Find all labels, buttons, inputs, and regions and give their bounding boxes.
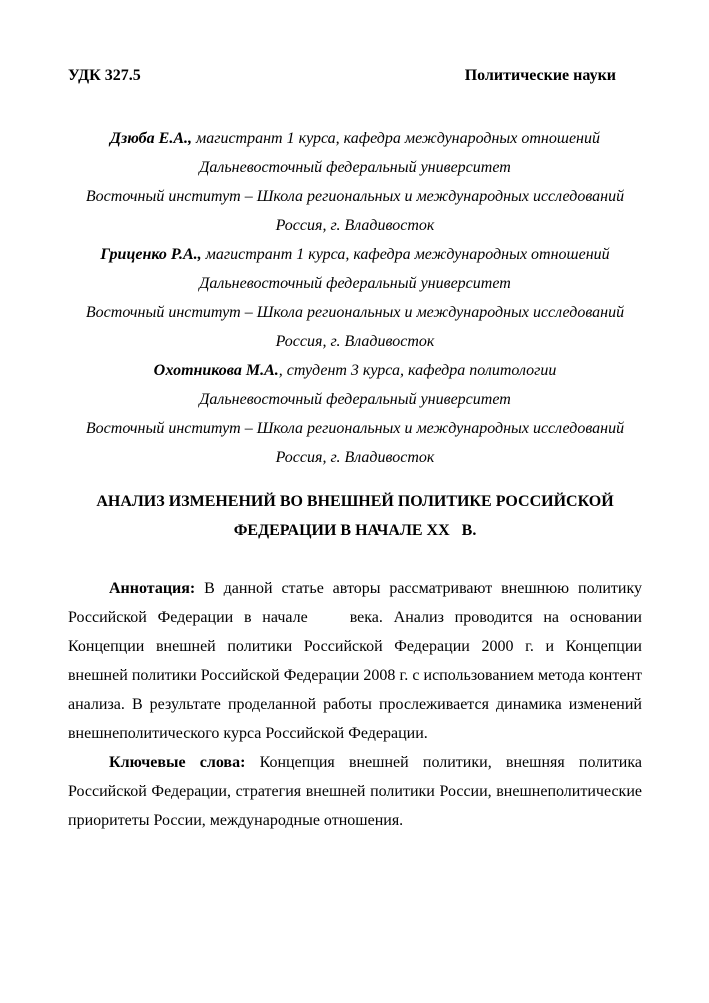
author-name: Охотникова М.А. [153,362,279,379]
author-name: Гриценко Р.А., [100,246,202,263]
keywords-label: Ключевые слова: [109,754,246,771]
udk-code: УДК 327.5 [68,67,141,84]
author-institute: Восточный институт – Школа региональных и международных исследований [85,304,625,321]
keywords-paragraph [68,748,642,835]
author-location: Россия, г. Владивосток [275,449,435,466]
author-role: магистрант 1 курса, кафедра международных отношений [191,130,600,147]
title-line-2: ФЕДЕРАЦИИ В НАЧАЛЕ XX В. [233,522,477,539]
author-university: Дальневосточный федеральный университет [199,391,511,408]
author-institute: Восточный институт – Школа региональных и международных исследований [85,188,625,205]
author-institute: Восточный институт – Школа региональных и международных исследований [85,420,625,437]
author-university: Дальневосточный федеральный университет [199,159,511,176]
author-role: магистрант 1 курса, кафедра международных отношений [201,246,610,263]
author-role: , студент 3 курса, кафедра политологии [278,362,557,379]
abstract-text-end: века. Анализ проводится на основании Концепции внешней политики Российской Федерации 2000 г. и Концепции внешней политики Российской Федерации 2008 г. с использованием метода контент анализа. В результате проделанной работы прослеживается динамика изменений внешнеполитического курса Российской Федерации. [68,609,642,742]
author-name: Дзюба Е.А., [110,130,192,147]
abstract-text-start: В данной статье авторы рассматривают внешнюю политику Российской Федерации в начале [68,580,642,626]
abstract-paragraph [68,574,642,748]
subject-section: Политические науки [464,67,616,84]
author-university: Дальневосточный федеральный университет [199,275,511,292]
authors-block [60,124,650,472]
author-location: Россия, г. Владивосток [275,333,435,350]
author-line [60,356,650,385]
author-line [60,124,650,153]
title-line-1: АНАЛИЗ ИЗМЕНЕНИЙ ВО ВНЕШНЕЙ ПОЛИТИКЕ РОССИЙСКОЙ [96,493,614,510]
author-line [60,240,650,269]
keywords-text: Концепция внешней политики, внешняя политика Российской Федерации, стратегия внешней политики России, внешнеполитические приоритеты России, международные отношения. [68,754,643,829]
page-header [68,67,616,87]
article-body [68,574,642,835]
article-title [60,487,650,545]
author-location: Россия, г. Владивосток [275,217,435,234]
abstract-label: Аннотация: [109,580,196,597]
